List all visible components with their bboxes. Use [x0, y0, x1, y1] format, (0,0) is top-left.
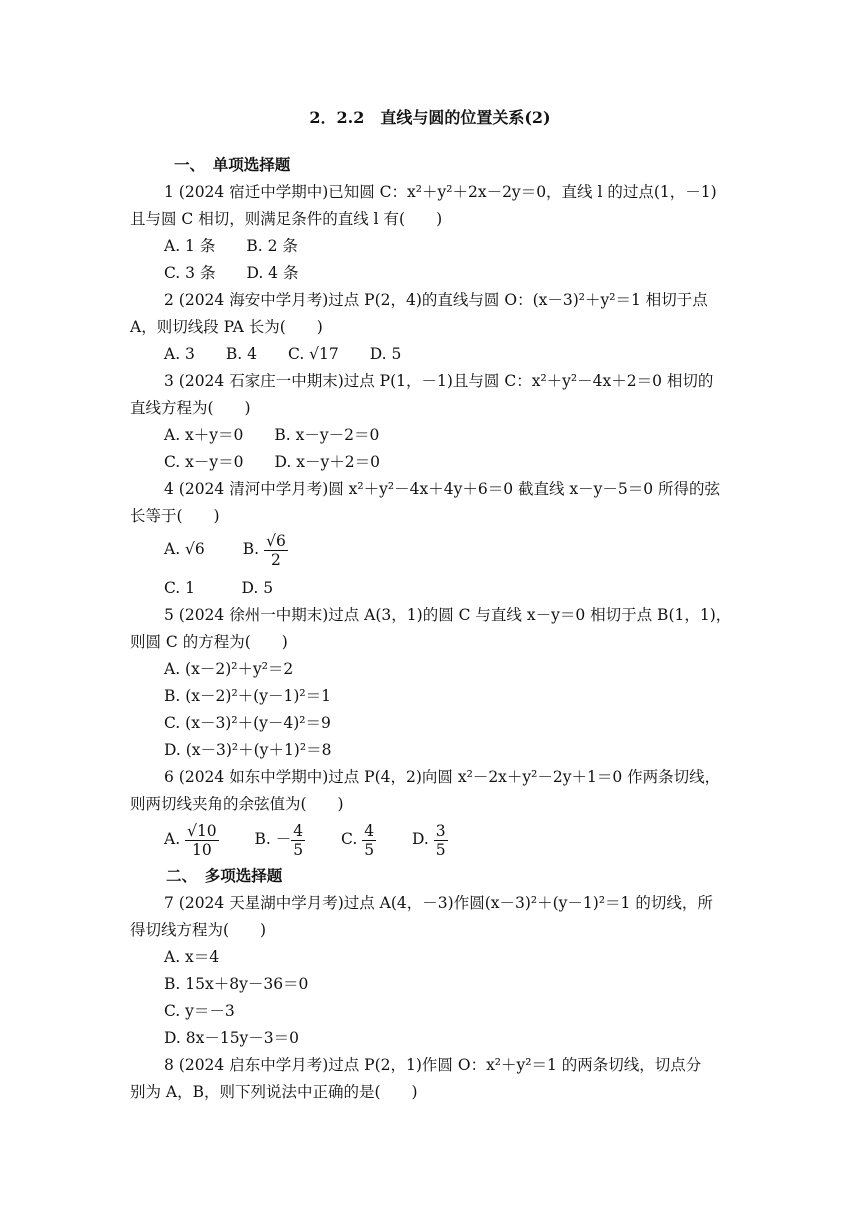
question-6-option-a-fraction	[185, 822, 219, 859]
question-4-text-cont: 长等于( )	[130, 507, 220, 525]
fraction-numerator: 4	[364, 821, 375, 840]
question-4-text: 4 (2024 清河中学月考)圆 x²＋y²－4x＋4y＋6＝0 截直线 x－y－5＝0 所得的弦	[164, 480, 721, 498]
question-6-text: 6 (2024 如东中学期中)过点 P(4，2)向圆 x²－2x＋y²－2y＋1＝0 作两条切线，	[164, 768, 721, 786]
fraction-numerator: √6	[266, 531, 286, 550]
fraction-denominator: 2	[271, 550, 281, 569]
question-3-text: 3 (2024 石家庄一中期末)过点 P(1，－1)且与圆 C：x²＋y²－4x＋2＝0 相切的	[164, 372, 714, 390]
question-6-option-c-label: C.	[341, 830, 358, 848]
question-7-option-a: A. x＝4	[164, 948, 220, 966]
question-7-text: 7 (2024 天星湖中学月考)过点 A(4，－3)作圆(x－3)²＋(y－1)²＝1 的切线，所	[164, 894, 713, 912]
question-1-text-cont: 且与圆 C 相切，则满足条件的直线 l 有( )	[130, 210, 443, 228]
question-2-text: 2 (2024 海安中学月考)过点 P(2，4)的直线与圆 O：(x－3)²＋y²＝1 相切于点	[164, 291, 708, 309]
fraction-denominator: 5	[435, 840, 446, 859]
fraction-denominator: 5	[364, 840, 375, 859]
question-4-option-b-label: B.	[242, 540, 260, 558]
question-5-option-b: B. (x－2)²＋(y－1)²＝1	[164, 687, 331, 705]
question-5-text-cont: 则圆 C 的方程为( )	[130, 633, 288, 651]
question-3-options-ab: A. x＋y＝0 B. x－y－2＝0	[164, 426, 380, 444]
question-8-text: 8 (2024 启东中学月考)过点 P(2，1)作圆 O：x²＋y²＝1 的两条切线，切点分	[164, 1056, 702, 1074]
question-7-option-d: D. 8x－15y－3＝0	[164, 1029, 300, 1047]
section-single-choice: 一、 单项选择题	[174, 155, 291, 174]
section-multiple-choice: 二、 多项选择题	[166, 866, 283, 885]
question-6-option-b-fraction	[291, 822, 305, 859]
question-7-option-c: C. y＝－3	[164, 1002, 235, 1020]
question-6-text-cont: 则两切线夹角的余弦值为( )	[130, 795, 344, 813]
question-5-text: 5 (2024 徐州一中期末)过点 A(3，1)的圆 C 与直线 x－y＝0 相切于点 B(1，1)，	[164, 606, 732, 624]
question-5-option-a: A. (x－2)²＋y²＝2	[164, 660, 294, 678]
question-7-text-cont: 得切线方程为( )	[130, 921, 267, 939]
question-6-option-d-label: D.	[411, 830, 429, 848]
question-6-options	[164, 819, 448, 859]
question-6-option-d-fraction	[434, 822, 448, 859]
question-1-options-cd: C. 3 条 D. 4 条	[164, 264, 299, 282]
question-3-options-cd: C. x－y＝0 D. x－y＋2＝0	[164, 453, 380, 471]
question-1-options-ab: A. 1 条 B. 2 条	[164, 237, 298, 255]
question-5-option-c: C. (x－3)²＋(y－4)²＝9	[164, 714, 331, 732]
question-4-option-b-fraction	[264, 532, 288, 569]
question-6-option-c-fraction	[362, 822, 376, 859]
question-4-option-a: A. √6	[164, 540, 205, 558]
question-6-option-a-label: A.	[164, 830, 181, 848]
fraction-denominator: 10	[192, 840, 212, 859]
fraction-numerator: 4	[293, 821, 304, 840]
question-2-text-cont: A，则切线段 PA 长为( )	[130, 318, 323, 336]
question-3-text-cont: 直线方程为( )	[130, 399, 251, 417]
fraction-denominator: 5	[293, 840, 304, 859]
question-2-options: A. 3 B. 4 C. √17 D. 5	[164, 345, 402, 363]
fraction-numerator: √10	[187, 821, 217, 840]
question-7-option-b: B. 15x＋8y－36＝0	[164, 975, 309, 993]
question-4-options-ab	[164, 530, 288, 569]
page-title: 2．2.2 直线与圆的位置关系(2)	[309, 108, 551, 127]
question-8-text-cont: 别为 A，B，则下列说法中正确的是( )	[130, 1083, 418, 1101]
fraction-numerator: 3	[435, 821, 446, 840]
question-6-option-b-label: B. －	[254, 830, 292, 848]
question-5-option-d: D. (x－3)²＋(y＋1)²＝8	[164, 741, 332, 759]
question-1-text: 1 (2024 宿迁中学期中)已知圆 C：x²＋y²＋2x－2y＝0，直线 l 的过点(1，－1)	[164, 183, 717, 201]
question-4-options-cd: C. 1 D. 5	[164, 579, 274, 597]
